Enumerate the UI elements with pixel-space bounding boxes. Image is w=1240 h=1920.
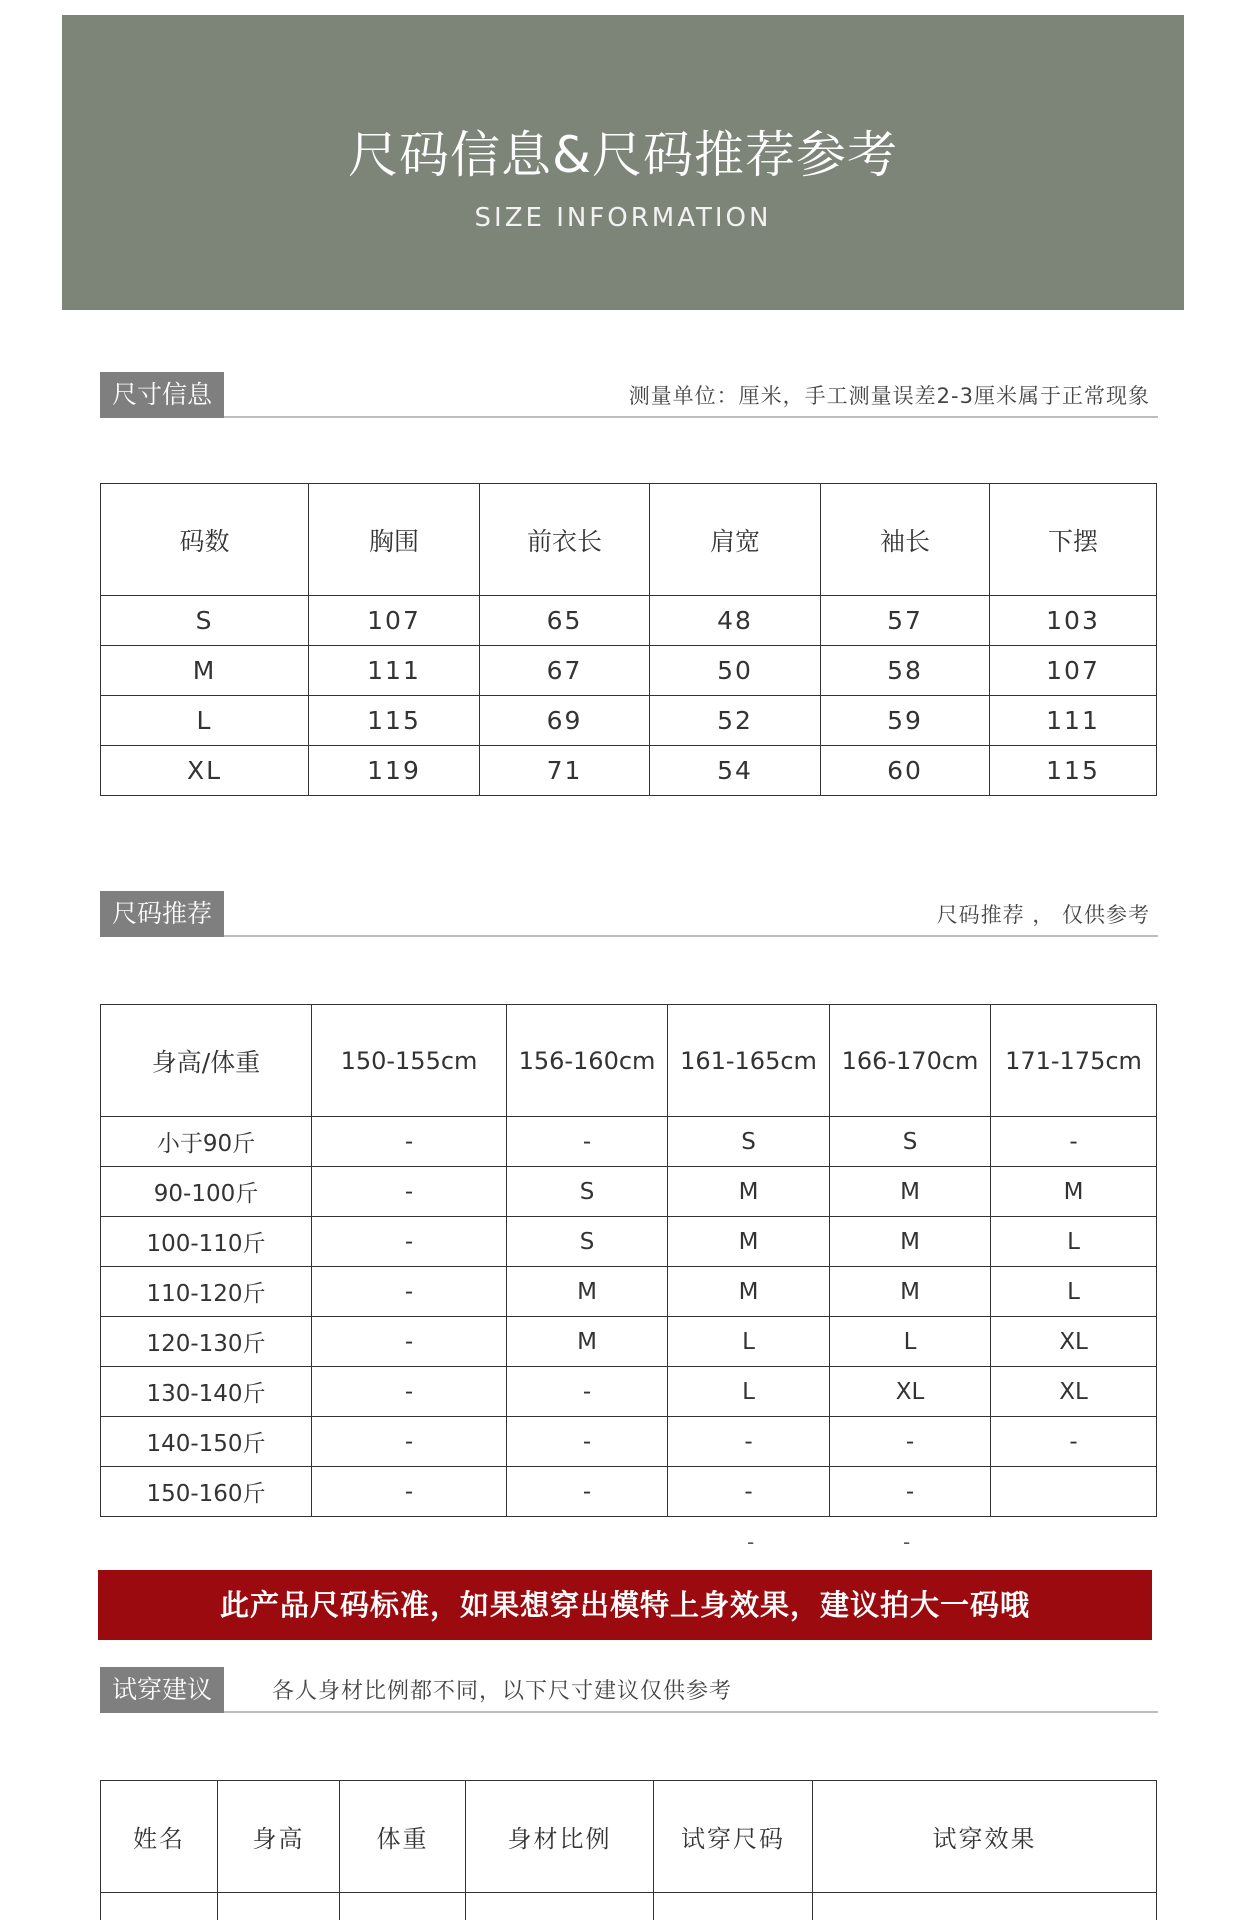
table-cell: 107 [309,596,480,646]
table-cell: 119 [309,746,480,796]
page-title: 尺码信息&尺码推荐参考 [348,126,898,184]
table-cell: 111 [309,646,480,696]
table-cell: L [830,1317,991,1367]
table-cell: L [101,696,309,746]
table-cell: 103 [990,596,1157,646]
size-info-note: 测量单位：厘米，手工测量误差2-3厘米属于正常现象 [628,384,1150,408]
table-cell [991,1467,1157,1517]
table-cell: 130-140斤 [101,1367,312,1417]
table-cell: 150-160斤 [101,1467,312,1517]
table-row [101,646,1157,696]
size-info-header [100,372,1158,418]
table-cell: L [991,1217,1157,1267]
table-cell: 57 [821,596,990,646]
table-cell: - [312,1317,507,1367]
table-cell: 52 [650,696,821,746]
table-cell: XL [991,1317,1157,1367]
column-header: 身高 [218,1781,340,1893]
table-cell: 120-130斤 [101,1317,312,1367]
column-header: 体重 [340,1781,466,1893]
column-header: 171-175cm [991,1005,1157,1117]
table-row [101,746,1157,796]
size-rec-header [100,891,1158,937]
table-cell: 100-110斤 [101,1217,312,1267]
trial-header [100,1667,1158,1713]
column-header: 袖长 [821,484,990,596]
table-cell: - [991,1417,1157,1467]
column-header: 肩宽 [650,484,821,596]
table-cell: 54 [650,746,821,796]
table-cell: 115 [990,746,1157,796]
extra-dash: - [747,1530,755,1554]
table-cell: - [830,1417,991,1467]
table-cell: - [507,1467,668,1517]
table-cell: - [312,1417,507,1467]
table-row [101,1417,1157,1467]
table-header-row [101,1005,1157,1117]
table-cell [466,1893,654,1920]
column-header: 161-165cm [668,1005,830,1117]
page-subtitle: SIZE INFORMATION [474,203,772,233]
table-row [101,1367,1157,1417]
table-cell: L [668,1367,830,1417]
table-row [101,696,1157,746]
table-cell: 140-150斤 [101,1417,312,1467]
table-cell: 50 [650,646,821,696]
size-rec-table [100,1004,1157,1517]
table-cell: - [507,1367,668,1417]
table-cell: 111 [990,696,1157,746]
column-header: 身材比例 [466,1781,654,1893]
table-cell [218,1893,340,1920]
table-cell: M [830,1167,991,1217]
size-info-tag: 尺寸信息 [100,372,224,418]
table-cell: 59 [821,696,990,746]
table-cell: M [668,1217,830,1267]
table-cell: - [312,1367,507,1417]
table-cell: S [101,596,309,646]
column-header: 试穿尺码 [654,1781,813,1893]
table-row [101,1317,1157,1367]
table-cell: - [668,1467,830,1517]
table-cell: M [668,1267,830,1317]
table-cell: - [830,1467,991,1517]
table-cell: - [312,1267,507,1317]
table-cell: 60 [821,746,990,796]
table-cell: - [312,1217,507,1267]
size-rec-tag: 尺码推荐 [100,891,224,937]
table-cell: M [507,1317,668,1367]
table-cell: - [312,1117,507,1167]
table-cell: S [507,1167,668,1217]
table-cell: S [830,1117,991,1167]
table-row [101,596,1157,646]
table-cell: XL [830,1367,991,1417]
table-cell: - [507,1117,668,1167]
table-cell: 107 [990,646,1157,696]
header-banner [62,15,1184,310]
table-cell: M [507,1267,668,1317]
table-cell: M [101,646,309,696]
table-cell: - [991,1117,1157,1167]
table-row [101,1117,1157,1167]
table-cell: - [507,1417,668,1467]
table-cell [101,1893,218,1920]
table-cell: L [668,1317,830,1367]
column-header: 胸围 [309,484,480,596]
extra-dash: - [903,1530,911,1554]
table-cell: 58 [821,646,990,696]
table-cell: XL [101,746,309,796]
table-cell [813,1893,1157,1920]
size-rec-note: 尺码推荐 ， 仅供参考 [936,903,1150,927]
table-row [101,1467,1157,1517]
table-cell: - [312,1467,507,1517]
table-cell: 67 [480,646,650,696]
table-cell: 90-100斤 [101,1167,312,1217]
column-header: 150-155cm [312,1005,507,1117]
column-header: 下摆 [990,484,1157,596]
column-header: 码数 [101,484,309,596]
column-header: 前衣长 [480,484,650,596]
column-header: 156-160cm [507,1005,668,1117]
table-cell: M [830,1267,991,1317]
size-notice-banner: 此产品尺码标准，如果想穿出模特上身效果，建议拍大一码哦 [98,1570,1152,1640]
trial-tag: 试穿建议 [100,1667,224,1713]
table-cell [340,1893,466,1920]
size-info-table [100,483,1157,796]
column-header: 身高/体重 [101,1005,312,1117]
table-cell: M [668,1167,830,1217]
table-row [101,1267,1157,1317]
table-cell [654,1893,813,1920]
trial-table [100,1780,1157,1920]
column-header: 166-170cm [830,1005,991,1117]
table-cell: 110-120斤 [101,1267,312,1317]
table-cell: 69 [480,696,650,746]
table-cell: M [830,1217,991,1267]
table-cell: S [507,1217,668,1267]
table-cell: 65 [480,596,650,646]
table-cell: L [991,1267,1157,1317]
table-header-row [101,484,1157,596]
table-cell: XL [991,1367,1157,1417]
table-row [101,1893,1157,1920]
column-header: 姓名 [101,1781,218,1893]
table-cell: - [668,1417,830,1467]
table-cell: 71 [480,746,650,796]
column-header: 试穿效果 [813,1781,1157,1893]
trial-note: 各人身材比例都不同，以下尺寸建议仅供参考 [272,1679,733,1704]
table-cell: M [991,1167,1157,1217]
table-cell: - [312,1167,507,1217]
table-cell: 48 [650,596,821,646]
table-cell: 小于90斤 [101,1117,312,1167]
table-header-row [101,1781,1157,1893]
table-cell: 115 [309,696,480,746]
table-row [101,1167,1157,1217]
table-row [101,1217,1157,1267]
table-cell: S [668,1117,830,1167]
